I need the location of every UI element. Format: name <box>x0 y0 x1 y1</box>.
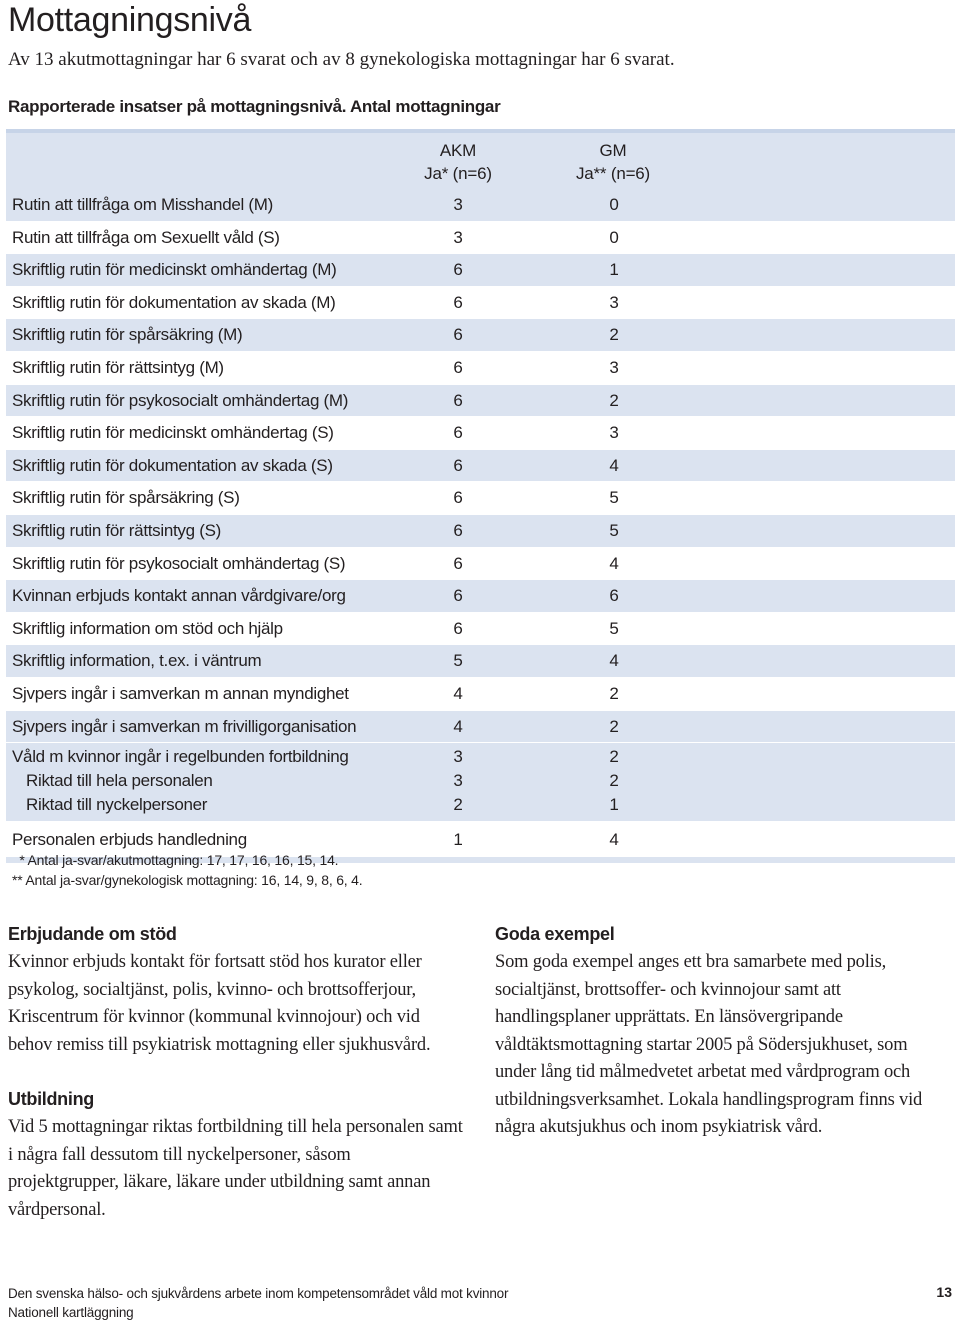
row-value-gm: 1 <box>609 260 619 280</box>
row-value-akm: 6 <box>453 488 463 508</box>
row-value-gm: 2 <box>609 390 619 410</box>
row-value-akm: 6 <box>453 586 463 606</box>
table-row <box>6 189 955 222</box>
row-value-akm: 6 <box>453 390 463 410</box>
row-value-gm: 4 <box>609 553 619 573</box>
row-value-gm: 5 <box>609 488 619 508</box>
row-label: Skriftlig information, t.ex. i väntrum <box>12 651 262 671</box>
row-label: Rutin att tillfråga om Misshandel (M) <box>12 195 273 214</box>
row-label: Personalen erbjuds handledning <box>12 830 247 850</box>
table-row <box>6 417 955 450</box>
table-row <box>6 548 955 581</box>
page-title: Mottagningsnivå <box>8 1 252 39</box>
section-body-education: Vid 5 mottagningar riktas fortbildning till hela personalen samt i några fall dessutom till nyckelpersoner, såsom projektgrupper, läkare, läkare under utbildning samt annan vårdpersonal. <box>8 1117 463 1220</box>
row-value-akm: 2 <box>453 795 463 815</box>
footnote: * Antal ja-svar/akutmottagning: 17, 17, 16, 16, 15, 14. <box>12 852 339 868</box>
row-value-gm: 3 <box>609 292 619 312</box>
row-label: Skriftlig rutin för dokumentation av skada (S) <box>12 455 333 475</box>
row-value-akm: 6 <box>453 423 463 443</box>
row-value-akm: 6 <box>453 260 463 280</box>
row-value-gm: 3 <box>609 357 619 377</box>
table-row <box>6 711 955 744</box>
section-body-support: Kvinnor erbjuds kontakt för fortsatt stöd hos kurator eller psykolog, socialtjänst, polis, kvinno- och brottsofferjour, Kriscentrum för kvinnor (kommunal kvinnojour) och vid behov remiss till psykiatrisk mottagning eller sjukhusvård. <box>8 952 431 1055</box>
row-label: Skriftlig rutin för psykosocialt omhändertag (M) <box>12 390 349 410</box>
column-header-gm-subtitle: Ja** (n=6) <box>575 164 651 183</box>
column-header-gm-title: GM <box>599 141 627 160</box>
row-value-gm: 6 <box>609 586 619 606</box>
row-label: Skriftlig information om stöd och hjälp <box>12 618 283 638</box>
row-value-akm: 3 <box>453 771 463 791</box>
row-value-gm: 2 <box>609 325 619 345</box>
table-row <box>6 287 955 320</box>
table-body <box>6 189 955 743</box>
footnotes <box>12 850 362 890</box>
footer-subtitle: Nationell kartläggning <box>8 1305 134 1320</box>
table-row <box>6 450 955 483</box>
table-row <box>6 319 955 352</box>
table-row <box>6 482 955 515</box>
row-value-gm: 0 <box>609 227 619 247</box>
table-row <box>6 352 955 385</box>
row-label: Sjvpers ingår i samverkan m frivilligorganisation <box>12 716 357 736</box>
row-value-akm: 3 <box>453 747 463 767</box>
footer-title: Den svenska hälso- och sjukvårdens arbete inom kompetensområdet våld mot kvinnor <box>8 1286 509 1301</box>
section-heading-education: Utbildning <box>8 1089 94 1109</box>
row-label: Skriftlig rutin för spårsäkring (M) <box>12 325 243 345</box>
row-label: Rutin att tillfråga om Sexuellt våld (S) <box>12 227 280 247</box>
intro-text: Av 13 akutmottagningar har 6 svarat och av 8 gynekologiska mottagningar har 6 svarat. <box>8 49 675 70</box>
row-value-gm: 0 <box>609 195 619 214</box>
table-row-group <box>6 743 955 821</box>
row-value-akm: 3 <box>453 227 463 247</box>
left-column <box>8 922 463 1224</box>
table-caption: Rapporterade insatser på mottagningsnivå. Antal mottagningar <box>8 97 501 116</box>
row-label: Skriftlig rutin för rättsintyg (S) <box>12 520 221 540</box>
table-row <box>6 385 955 418</box>
row-value-akm: 6 <box>453 325 463 345</box>
data-table <box>6 129 955 863</box>
column-header-akm-title: AKM <box>439 141 477 160</box>
table-row <box>6 747 955 771</box>
row-value-akm: 6 <box>453 618 463 638</box>
row-label: Riktad till hela personalen <box>26 771 213 791</box>
table-row <box>6 678 955 711</box>
row-value-gm: 5 <box>609 618 619 638</box>
table-row <box>6 222 955 255</box>
row-label: Skriftlig rutin för spårsäkring (S) <box>12 488 240 508</box>
row-value-akm: 3 <box>453 195 463 214</box>
footnote: ** Antal ja-svar/gynekologisk mottagning: 16, 14, 9, 8, 6, 4. <box>12 872 363 888</box>
table-header <box>6 129 955 189</box>
table-row <box>6 580 955 613</box>
row-value-akm: 5 <box>453 651 463 671</box>
row-value-gm: 5 <box>609 520 619 540</box>
row-value-gm: 2 <box>609 683 619 703</box>
column-header-gm <box>563 139 663 185</box>
row-value-akm: 6 <box>453 553 463 573</box>
table-row <box>6 613 955 646</box>
column-header-akm <box>408 139 508 185</box>
page-number: 13 <box>936 1284 952 1300</box>
row-label: Skriftlig rutin för rättsintyg (M) <box>12 357 224 377</box>
table-row <box>6 254 955 287</box>
row-value-gm: 2 <box>609 771 619 791</box>
row-label: Skriftlig rutin för medicinskt omhändertag (M) <box>12 260 337 280</box>
row-label: Skriftlig rutin för dokumentation av skada (M) <box>12 292 336 312</box>
right-column <box>495 922 950 1142</box>
row-value-gm: 2 <box>609 747 619 767</box>
row-value-akm: 6 <box>453 292 463 312</box>
row-value-akm: 6 <box>453 455 463 475</box>
row-label: Våld m kvinnor ingår i regelbunden fortbildning <box>12 747 349 767</box>
row-value-gm: 4 <box>609 830 619 850</box>
section-heading-support: Erbjudande om stöd <box>8 924 177 944</box>
row-label: Sjvpers ingår i samverkan m annan myndighet <box>12 683 349 703</box>
row-label: Riktad till nyckelpersoner <box>26 795 208 815</box>
row-label: Kvinnan erbjuds kontakt annan vårdgivare/org <box>12 586 346 606</box>
column-header-akm-subtitle: Ja* (n=6) <box>424 164 492 183</box>
page-footer <box>8 1284 508 1322</box>
row-value-akm: 1 <box>453 830 463 850</box>
row-value-gm: 1 <box>609 795 619 815</box>
table-row <box>6 771 955 795</box>
row-label: Skriftlig rutin för psykosocialt omhändertag (S) <box>12 553 346 573</box>
row-value-gm: 4 <box>609 651 619 671</box>
row-value-gm: 2 <box>609 716 619 736</box>
section-body-examples: Som goda exempel anges ett bra samarbete med polis, socialtjänst, brottsoffer- och kvinnojour samt att handlingsplaner upprättats. En länsövergripande våldtäktsmottagning startar 2005 på Södersjukhuset, som under lång tid målmedvetet arbetat med vårdprogram och utbildningsverksamhet. Lokala handlingsprogram finns vid några akutsjukhus och inom psykiatrisk vård. <box>495 952 923 1137</box>
table-row <box>6 515 955 548</box>
row-value-akm: 6 <box>453 357 463 377</box>
section-heading-examples: Goda exempel <box>495 924 615 944</box>
row-value-gm: 4 <box>609 455 619 475</box>
row-value-akm: 4 <box>453 683 463 703</box>
table-row <box>6 645 955 678</box>
row-value-akm: 4 <box>453 716 463 736</box>
row-value-akm: 6 <box>453 520 463 540</box>
row-value-gm: 3 <box>609 423 619 443</box>
row-label: Skriftlig rutin för medicinskt omhändertag (S) <box>12 423 334 443</box>
table-row <box>6 795 955 819</box>
